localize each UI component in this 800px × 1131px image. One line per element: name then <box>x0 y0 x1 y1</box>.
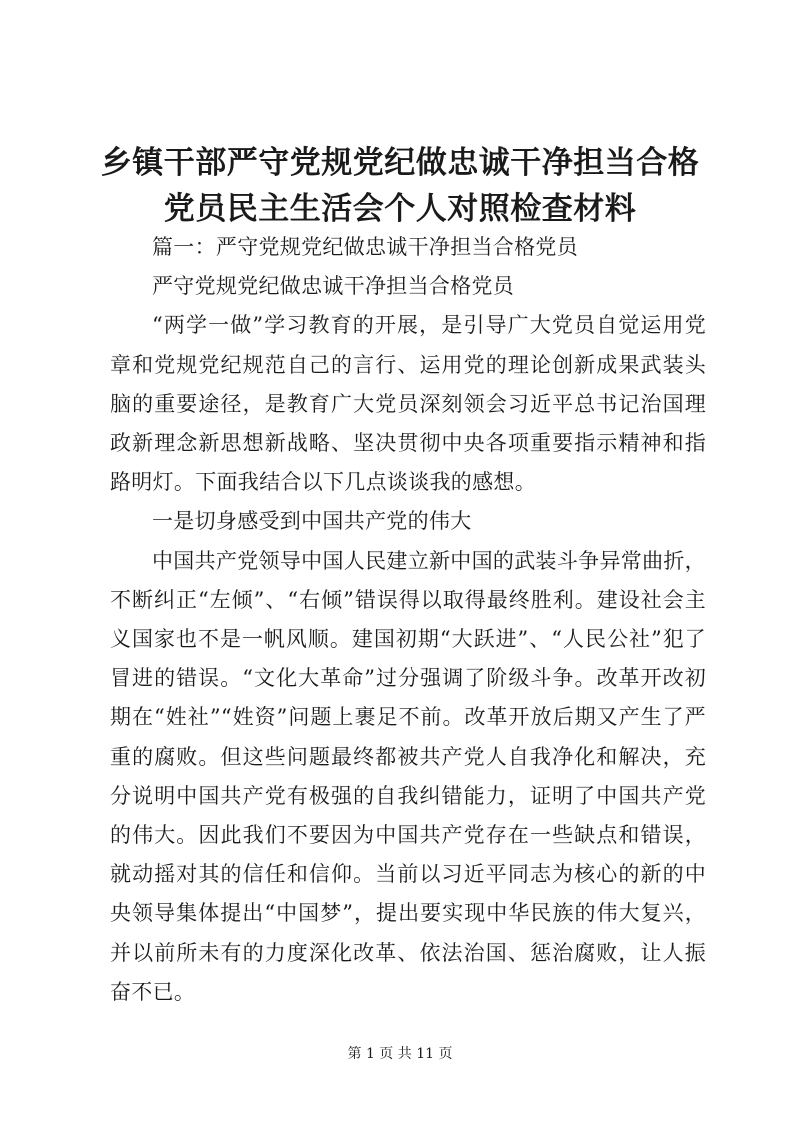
document-title: 乡镇干部严守党规党纪做忠诚干净担当合格党员民主生活会个人对照检查材料 <box>100 145 700 227</box>
document-body <box>110 228 706 1012</box>
paragraph-intro: “两学一做”学习教育的开展，是引导广大党员自觉运用党章和党规党纪规范自己的言行、运用党的理论创新成果武装头脑的重要途径，是教育广大党员深刻领会习近平总书记治国理政新理念新思想新战略、坚决贯彻中央各项重要指示精神和指路明灯。下面我结合以下几点谈谈我的感想。 <box>110 313 706 495</box>
paragraph-body: 中国共产党领导中国人民建立新中国的武装斗争异常曲折，不断纠正“左倾”、“右倾”错误得以取得最终胜利。建设社会主义国家也不是一帆风顺。建国初期“大跃进”、“人民公社”犯了冒进的错误。“文化大革命”过分强调了阶级斗争。改革开改初期在“姓社”“姓资”问题上裹足不前。改革开放后期又产生了严重的腐败。但这些问题最终都被共产党人自我净化和解决，充分说明中国共产党有极强的自我纠错能力，证明了中国共产党的伟大。因此我们不要因为中国共产党存在一些缺点和错误，就动摇对其的信任和信仰。当前以习近平同志为核心的新的中央领导集体提出“中国梦”，提出要实现中华民族的伟大复兴，并以前所未有的力度深化改革、依法治国、惩治腐败，让人振奋不已。 <box>110 548 706 1004</box>
section-heading: 一是切身感受到中国共产党的伟大 <box>152 509 472 534</box>
page-number: 第 1 页 共 11 页 <box>347 1046 453 1062</box>
part-heading: 篇一：严守党规党纪做忠诚干净担当合格党员 <box>152 235 578 259</box>
sub-heading: 严守党规党纪做忠诚干净担当合格党员 <box>152 274 515 299</box>
